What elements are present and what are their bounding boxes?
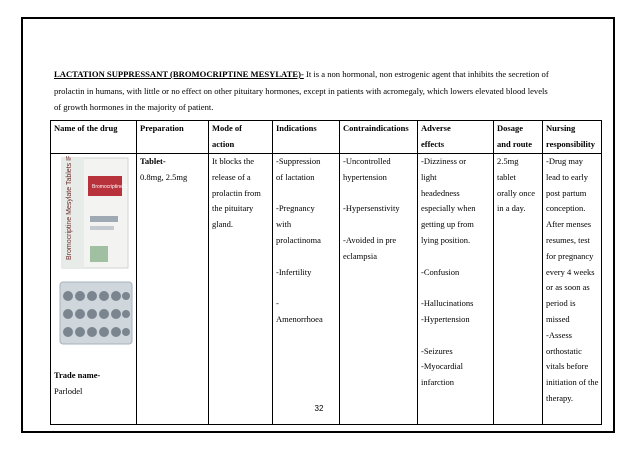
cell-line: -Hypersenstivity [343, 203, 400, 214]
cell-line: - [276, 298, 279, 309]
cell-line: -Pregnancy [276, 203, 315, 214]
cell-line: every 4 weeks [546, 266, 595, 277]
cell-line [421, 328, 490, 344]
cell-line: orally once [497, 187, 535, 198]
cell-line: post partum [546, 187, 587, 198]
cell-line: -Hallucinations [421, 298, 474, 309]
cell-line: resumes, test [546, 234, 590, 245]
drug-package-image [54, 156, 133, 352]
cell-line: -Infertility [276, 266, 312, 277]
cell-line: initiation of the [546, 377, 599, 388]
cell-line: tablet [497, 171, 516, 182]
page-number: 32 [314, 404, 324, 413]
cell-line: -Avoided in pre [343, 234, 397, 245]
cell-line: missed [546, 313, 570, 324]
cell-line: prolactinoma [276, 234, 321, 245]
header-nursing: Nursing responsibility [543, 121, 602, 154]
cell-adverse-effects [418, 154, 494, 425]
cell-contraindications [340, 154, 418, 425]
cell-line: eclampsia [343, 250, 377, 261]
cell-line [276, 186, 336, 202]
cell-line: vitals before [546, 361, 589, 372]
cell-line: or as soon as [546, 282, 590, 293]
cell-line [421, 280, 490, 296]
cell-line: period is [546, 298, 576, 309]
cell-line: Amenorrhoea [276, 313, 323, 324]
cell-line: especially when [421, 203, 476, 214]
intro-line: of growth hormones in the majority of patient. [54, 102, 214, 112]
cell-line: headedness [421, 187, 460, 198]
cell-line: release of a [212, 171, 251, 182]
cell-line: -Seizures [421, 345, 453, 356]
header-preparation: Preparation [137, 121, 209, 154]
header-name: Name of the drug [51, 121, 137, 154]
table-row [51, 154, 602, 425]
cell-drug-name [51, 154, 137, 425]
cell-line: gland. [212, 219, 234, 230]
drug-table [50, 120, 602, 425]
cell-line: prolactin from [212, 187, 261, 198]
cell-line: light [421, 171, 437, 182]
header-adverse-effects: Adverse effects [418, 121, 494, 154]
cell-line: orthostatic [546, 345, 582, 356]
package-text: Bromocriptine Mesylate Tablets IP 2.5mg [66, 156, 73, 260]
cell-line: getting up from [421, 219, 474, 230]
cell-line: with [276, 219, 292, 230]
intro-line: It is a non hormonal, non estrogenic agent that inhibits the secretion of [303, 69, 549, 79]
package-brand: Bromocriptine 2.5mg [92, 184, 134, 190]
cell-line: -Uncontrolled [343, 156, 391, 166]
cell-line [343, 217, 414, 233]
cell-dosage [494, 154, 543, 425]
cell-line [276, 280, 336, 296]
cell-line: in a day. [497, 203, 526, 214]
cell-line: -Suppression [276, 156, 321, 166]
intro-paragraph [54, 66, 594, 116]
cell-line: therapy. [546, 392, 574, 403]
cell-line: It blocks the [212, 156, 255, 166]
cell-line: infarction [421, 377, 455, 388]
cell-line: After menses [546, 219, 592, 230]
cell-line [343, 186, 414, 202]
cell-line: -Confusion [421, 266, 460, 277]
cell-line: of lactation [276, 171, 315, 182]
header-contraindications: Contraindications [340, 121, 418, 154]
cell-line [276, 249, 336, 265]
trade-name-value: Parlodel [54, 386, 83, 396]
intro-line: prolactin in humans, with little or no effect on other pituitary hormones, except in patients with acromegaly, which lowers elevated blood levels [54, 85, 548, 96]
cell-line: lying position. [421, 234, 471, 245]
cell-line: for pregnancy [546, 250, 594, 261]
cell-line: -Assess [546, 329, 572, 340]
trade-name-block [54, 367, 100, 399]
header-mode-of-action: Mode of action [209, 121, 273, 154]
cell-line: -Myocardial [421, 361, 464, 372]
trade-name-label: Trade name- [54, 370, 101, 380]
header-indications: Indications [273, 121, 340, 154]
drug-package-illustration [54, 156, 134, 352]
cell-line: -Dizziness or [421, 156, 467, 166]
table-header-row [51, 121, 602, 154]
header-dosage: Dosage and route [494, 121, 543, 154]
cell-line: lead to early [546, 171, 589, 182]
cell-indications [273, 154, 340, 425]
cell-line: hypertension [343, 171, 387, 182]
cell-line: -Drug may [546, 156, 584, 166]
cell-mode-of-action [209, 154, 273, 425]
cell-nursing [543, 154, 602, 425]
section-heading: LACTATION SUPPRESSANT (BROMOCRIPTINE MESYLATE)- [54, 69, 304, 79]
cell-preparation: Tablet- 0.8mg, 2.5mg [137, 154, 209, 425]
cell-line: the pituitary [212, 203, 254, 214]
cell-line: -Hypertension [421, 313, 470, 324]
cell-line: 2.5mg [497, 156, 519, 166]
cell-line: conception. [546, 203, 586, 214]
cell-line [421, 249, 490, 265]
